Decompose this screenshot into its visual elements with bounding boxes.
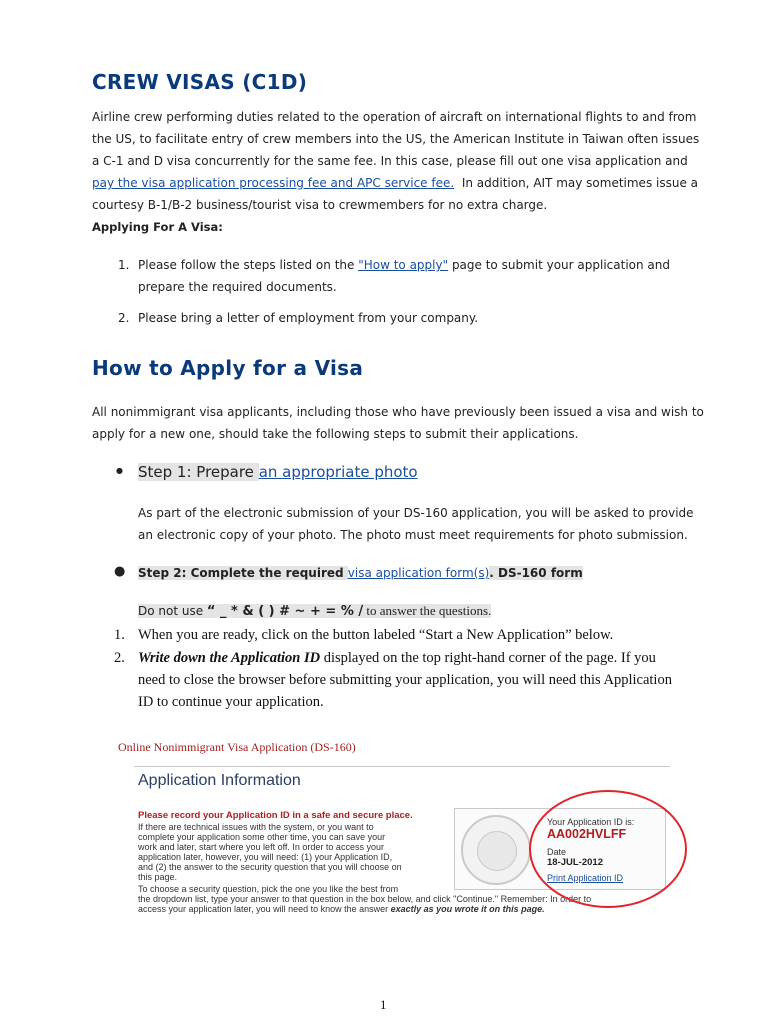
date-label: Date xyxy=(547,847,567,857)
do-not-use-note: Do not use “ _ * & ( ) # ~ + = % / to answer the questions. xyxy=(138,603,492,619)
para-line: Airline crew performing duties related to the operation of aircraft on international flights to and from xyxy=(92,110,697,124)
list-item: 2. Please bring a letter of employment from your company. xyxy=(118,307,678,329)
list-number: 2. xyxy=(114,650,125,666)
fee-link[interactable]: pay the visa application processing fee and APC service fee. xyxy=(92,176,455,190)
red-highlight-circle xyxy=(529,790,687,908)
list-number: 2. xyxy=(118,311,130,325)
application-id-label: Your Application ID is: xyxy=(547,817,635,827)
print-application-id-link[interactable]: Print Application ID xyxy=(547,873,624,883)
para-line: courtesy B-1/B-2 business/tourist visa to crewmembers for no extra charge. xyxy=(92,198,548,212)
ds160-screenshot xyxy=(118,738,678,914)
security-question-text: To choose a security question, pick the one you like the best from the dropdown list, type your answer to that question in the box below, and click "Continue." Remember: In order to access your application later, you will need to know the answer exactly as you wrote it on this page. xyxy=(138,884,592,914)
application-id-value: AA002HVLFF xyxy=(547,827,627,841)
ds160-header: Online Nonimmigrant Visa Application (DS-160) xyxy=(118,740,356,754)
record-id-warning: Please record your Application ID in a safe and secure place. xyxy=(138,810,413,821)
list-number: 1. xyxy=(114,627,125,643)
bullet-icon: ● xyxy=(114,564,126,579)
para-line: pay the visa application processing fee and APC service fee. In addition, AIT may sometimes issue a xyxy=(92,176,699,190)
technical-issues-text: If there are technical issues with the system, or you want to complete your application some other time, you can save your work and later, start where you left off. In order to access your application later, however, you will need: (1) your Application ID, and (2) the answer to the security question that you will choose on this page. xyxy=(138,822,402,882)
how-to-apply-link[interactable]: "How to apply" xyxy=(358,258,449,272)
bullet-icon: ● xyxy=(116,466,123,475)
list-item-continued: prepare the required documents. xyxy=(138,280,337,294)
numbered-list xyxy=(114,624,694,713)
step2-heading: Step 2: Complete the required visa application form(s). DS-160 form xyxy=(138,566,583,580)
para-line: the US, to facilitate entry of crew members into the US, the American Institute in Taiwan often issues xyxy=(92,132,700,146)
page-number: 1 xyxy=(380,997,387,1012)
list-item: 1. When you are ready, click on the button labeled “Start a New Application” below. xyxy=(114,624,694,646)
how-to-apply-heading: How to Apply for a Visa xyxy=(92,356,364,380)
divider xyxy=(134,766,670,767)
applying-heading: Applying For A Visa: xyxy=(92,220,223,234)
application-information-title: Application Information xyxy=(138,772,301,789)
list-number: 1. xyxy=(118,258,130,272)
applying-steps xyxy=(118,254,678,329)
step1-description: As part of the electronic submission of your DS-160 application, you will be asked to provide an electronic copy of your photo. The photo must meet requirements for photo submission. xyxy=(138,506,694,542)
how-to-apply-intro: All nonimmigrant visa applicants, including those who have previously been issued a visa and wish to apply for a new one, should take the following steps to submit their applications. xyxy=(92,405,704,441)
date-value: 18-JUL-2012 xyxy=(547,857,603,868)
list-item: 1. Please follow the steps listed on the "How to apply" page to submit your application and prepare the required documents. xyxy=(118,254,678,298)
crew-visas-heading: CREW VISAS (C1D) xyxy=(92,70,308,94)
list-item: 2. Write down the Application ID displayed on the top right-hand corner of the page. If you need to close the browser before submitting your application, you will need this Application ID to continue your application. xyxy=(114,647,694,713)
application-id-emphasis: Write down the Application ID xyxy=(138,650,321,666)
forbidden-characters: “ _ * & ( ) # ~ + = % / xyxy=(206,604,364,619)
step1-heading: Step 1: Prepare an appropriate photo xyxy=(138,463,418,481)
para-line: a C-1 and D visa concurrently for the same fee. In this case, please fill out one visa application and xyxy=(92,154,688,168)
visa-application-form-link[interactable]: visa application form(s) xyxy=(347,566,490,580)
appropriate-photo-link[interactable]: an appropriate photo xyxy=(258,463,418,481)
department-of-state-seal-icon xyxy=(461,815,531,885)
crew-visas-paragraph xyxy=(92,106,699,216)
